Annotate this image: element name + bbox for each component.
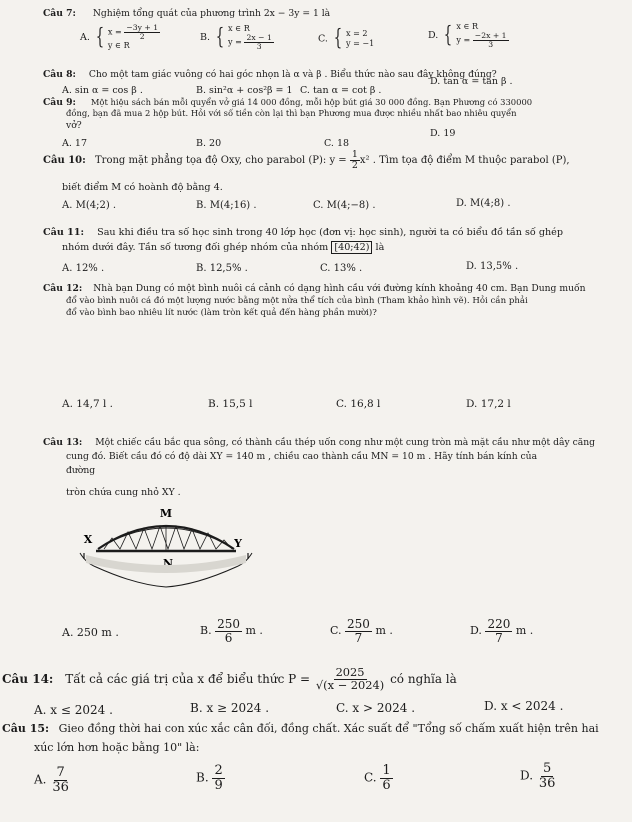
q15-option-c[interactable]: C. $\frac{1}{6}$ <box>364 763 391 793</box>
q10-option-d[interactable]: D. M(4;8) . <box>456 198 511 209</box>
question-10-label: Câu 10: <box>43 154 86 166</box>
q13-option-c[interactable]: C. $\frac{250}{7}$ m . <box>330 617 393 645</box>
q8-option-d[interactable]: D. tan α = tan β . <box>430 76 513 87</box>
question-15-label: Câu 15: <box>2 722 50 735</box>
figure-label-m: M <box>159 507 173 520</box>
q14-option-a[interactable]: A. x ≤ 2024 . <box>34 703 113 717</box>
q7-option-c[interactable]: C. { x = 2 y = −1 <box>318 26 375 51</box>
q8-option-c[interactable]: C. tan α = cot β . <box>300 85 382 96</box>
q11-option-b[interactable]: B. 12,5% . <box>196 263 248 274</box>
question-13-label: Câu 13: <box>43 437 83 448</box>
question-7-stem: Nghiệm tổng quát của phương trình 2x − 3y = 1 là <box>92 8 331 19</box>
q15-option-d[interactable]: D. $\frac{5}{36}$ <box>520 761 556 791</box>
q10-option-b[interactable]: B. M(4;16) . <box>196 200 257 211</box>
q8-option-a[interactable]: A. sin α = cos β . <box>62 85 143 96</box>
exam-page: Câu 7: Nghiệm tổng quát của phương trình 2x − 3y = 1 là A. { x = $\frac{-3y + 1}{2}$ y ∈ R B. { x ∈ R y = $\frac{2x - 1}{3}$ C. { x = 2 y = −1 D. { x ∈ R y = $\frac{-2x + 1}{3}$ Câu 8: Cho một tam giác vuông có hai góc nhọn là α và β . Biểu thức nào sau đây không đúng? A. sin α = cos β . B. sin²α + cos²β = 1 C. tan α = cot β . D. tan α = tan β . Câu 9: Một hiệu sách bán mỗi quyển vở giá 14 000 đồng, mỗi hộp bút giá 30 000 đồng. Bạn Phương có 330000 đồng, bạn đã mua 2 hộp bút. Hỏi với số tiền còn lại thì bạn Phương mua được nhiều nhất bao nhiêu quyển vở? A. 17 B. 20 C. 18 D. 19 Câu 10: Trong mặt phẳng tọa độ Oxy, cho parabol (P): y = $\frac{1}{2}$ x² . Tìm tọa độ điểm M thuộc parabol (P), biết điểm M có hoành độ bằng 4. A. M(4;2) . B. M(4;16) . C. M(4;−8) . D. M(4;8) . Câu 11: Sau khi điều tra số học sinh trong 40 lớp học (đơn vị: học sinh), người ta có biểu đồ tần số ghép nhóm dưới đây. Tần số tương đối ghép nhóm của nhóm [40;42) là A. 12% . B. 12,5% . C. 13% . D. 13,5% . Câu 12: Nhà bạn Dung có một bình nuôi cá cảnh có dạng hình cầu với đường kính khoảng 40 cm. Bạn Dung muốn đổ vào bình nuôi cá đó một lượng nước bằng một nửa thể tích của bình (Tham khảo hình vẽ). Hỏi cần phải đổ vào bình bao nhiêu lít nước (làm tròn kết quả đến hàng phần mười)? A. 14,7 l . B. 15,5 l C. 16,8 l D. 17,2 l Câu 13: Một chiếc cầu bắc qua sông, có thành cầu thép uốn cong như một cung tròn mà mặt cầu như một dây căng cung đó. Biết cầu đó có độ dài XY = 140 m , chiều cao thành cầu MN = 10 m . Hãy tính bán kính của đường tròn chứa cung nhỏ XY . M X Y N A. 250 m . B. $\frac{250}{6}$ m . C. $\frac{250}{7}$ m . D. $\frac{220}{7}$ m . Câu 14: Tất cả các giá trị của x để biểu thức P = $\frac{2025}{√(x - 2024)}$ có nghĩa là A. x ≤ 2024 . B. x ≥ 2024 . C. x > 2024 . D. x < 2024 . Câu 15: Gieo đồng thời hai con xúc xắc cân đối, đồng chất. Xác suất để "Tổng số chấm xuất hiện trên hai xúc lớn hơn hoặc bằng 10" là: A. $\frac{7}{36}$ B. $\frac{2}{9}$ C. $\frac{1}{6}$ D. $\frac{5}{36}$ <box>2 8 599 795</box>
q7-option-a[interactable]: A. { x = $\frac{-3y + 1}{2}$ y ∈ R <box>80 23 159 51</box>
question-14-label: Câu 14: <box>2 671 54 686</box>
question-8-label: Câu 8: <box>43 69 76 80</box>
question-8-stem: Cho một tam giác vuông có hai góc nhọn là α và β . Biểu thức nào sau đây không đúng? <box>88 69 497 80</box>
q8-option-b[interactable]: B. sin²α + cos²β = 1 <box>196 85 293 96</box>
figure-label-x: X <box>83 533 93 546</box>
q12-option-c[interactable]: C. 16,8 l <box>336 398 381 410</box>
question-7-label: Câu 7: <box>43 8 76 19</box>
q15-option-b[interactable]: B. $\frac{2}{9}$ <box>196 763 223 793</box>
figure-label-n: N <box>162 557 174 570</box>
q13-option-a[interactable]: A. 250 m . <box>62 626 119 639</box>
q12-option-a[interactable]: A. 14,7 l . <box>62 398 114 410</box>
q9-option-a[interactable]: A. 17 <box>62 138 87 149</box>
question-9-label: Câu 9: <box>43 97 76 108</box>
q13-option-b[interactable]: B. $\frac{250}{6}$ m . <box>200 617 263 645</box>
q14-option-c[interactable]: C. x > 2024 . <box>336 701 416 715</box>
q9-option-b[interactable]: B. 20 <box>196 138 222 149</box>
q9-option-c[interactable]: C. 18 <box>324 138 350 149</box>
question-11-label: Câu 11: <box>43 227 85 238</box>
q11-option-a[interactable]: A. 12% . <box>62 263 105 274</box>
question-12-label: Câu 12: <box>43 283 83 294</box>
q12-option-d[interactable]: D. 17,2 l <box>466 398 511 410</box>
q11-option-d[interactable]: D. 13,5% . <box>466 261 519 272</box>
q12-option-b[interactable]: B. 15,5 l <box>208 398 253 410</box>
bridge-figure <box>66 505 266 605</box>
bridge-truss <box>104 526 232 551</box>
q14-option-d[interactable]: D. x < 2024 . <box>484 699 564 713</box>
q9-option-d[interactable]: D. 19 <box>430 128 456 139</box>
q7-option-b[interactable]: B. { x ∈ R y = $\frac{2x - 1}{3}$ <box>200 24 272 52</box>
q11-option-c[interactable]: C. 13% . <box>320 263 363 274</box>
q15-option-a[interactable]: A. $\frac{7}{36}$ <box>34 765 69 795</box>
interval-box: [40;42) <box>331 241 372 254</box>
q10-option-a[interactable]: A. M(4;2) . <box>62 200 117 211</box>
figure-label-y: Y <box>234 537 242 550</box>
q14-option-b[interactable]: B. x ≥ 2024 . <box>190 701 270 715</box>
q7-option-d[interactable]: D. { x ∈ R y = $\frac{-2x + 1}{3}$ <box>428 22 507 50</box>
q10-option-c[interactable]: C. M(4;−8) . <box>313 200 376 211</box>
q13-option-d[interactable]: D. $\frac{220}{7}$ m . <box>470 617 534 645</box>
